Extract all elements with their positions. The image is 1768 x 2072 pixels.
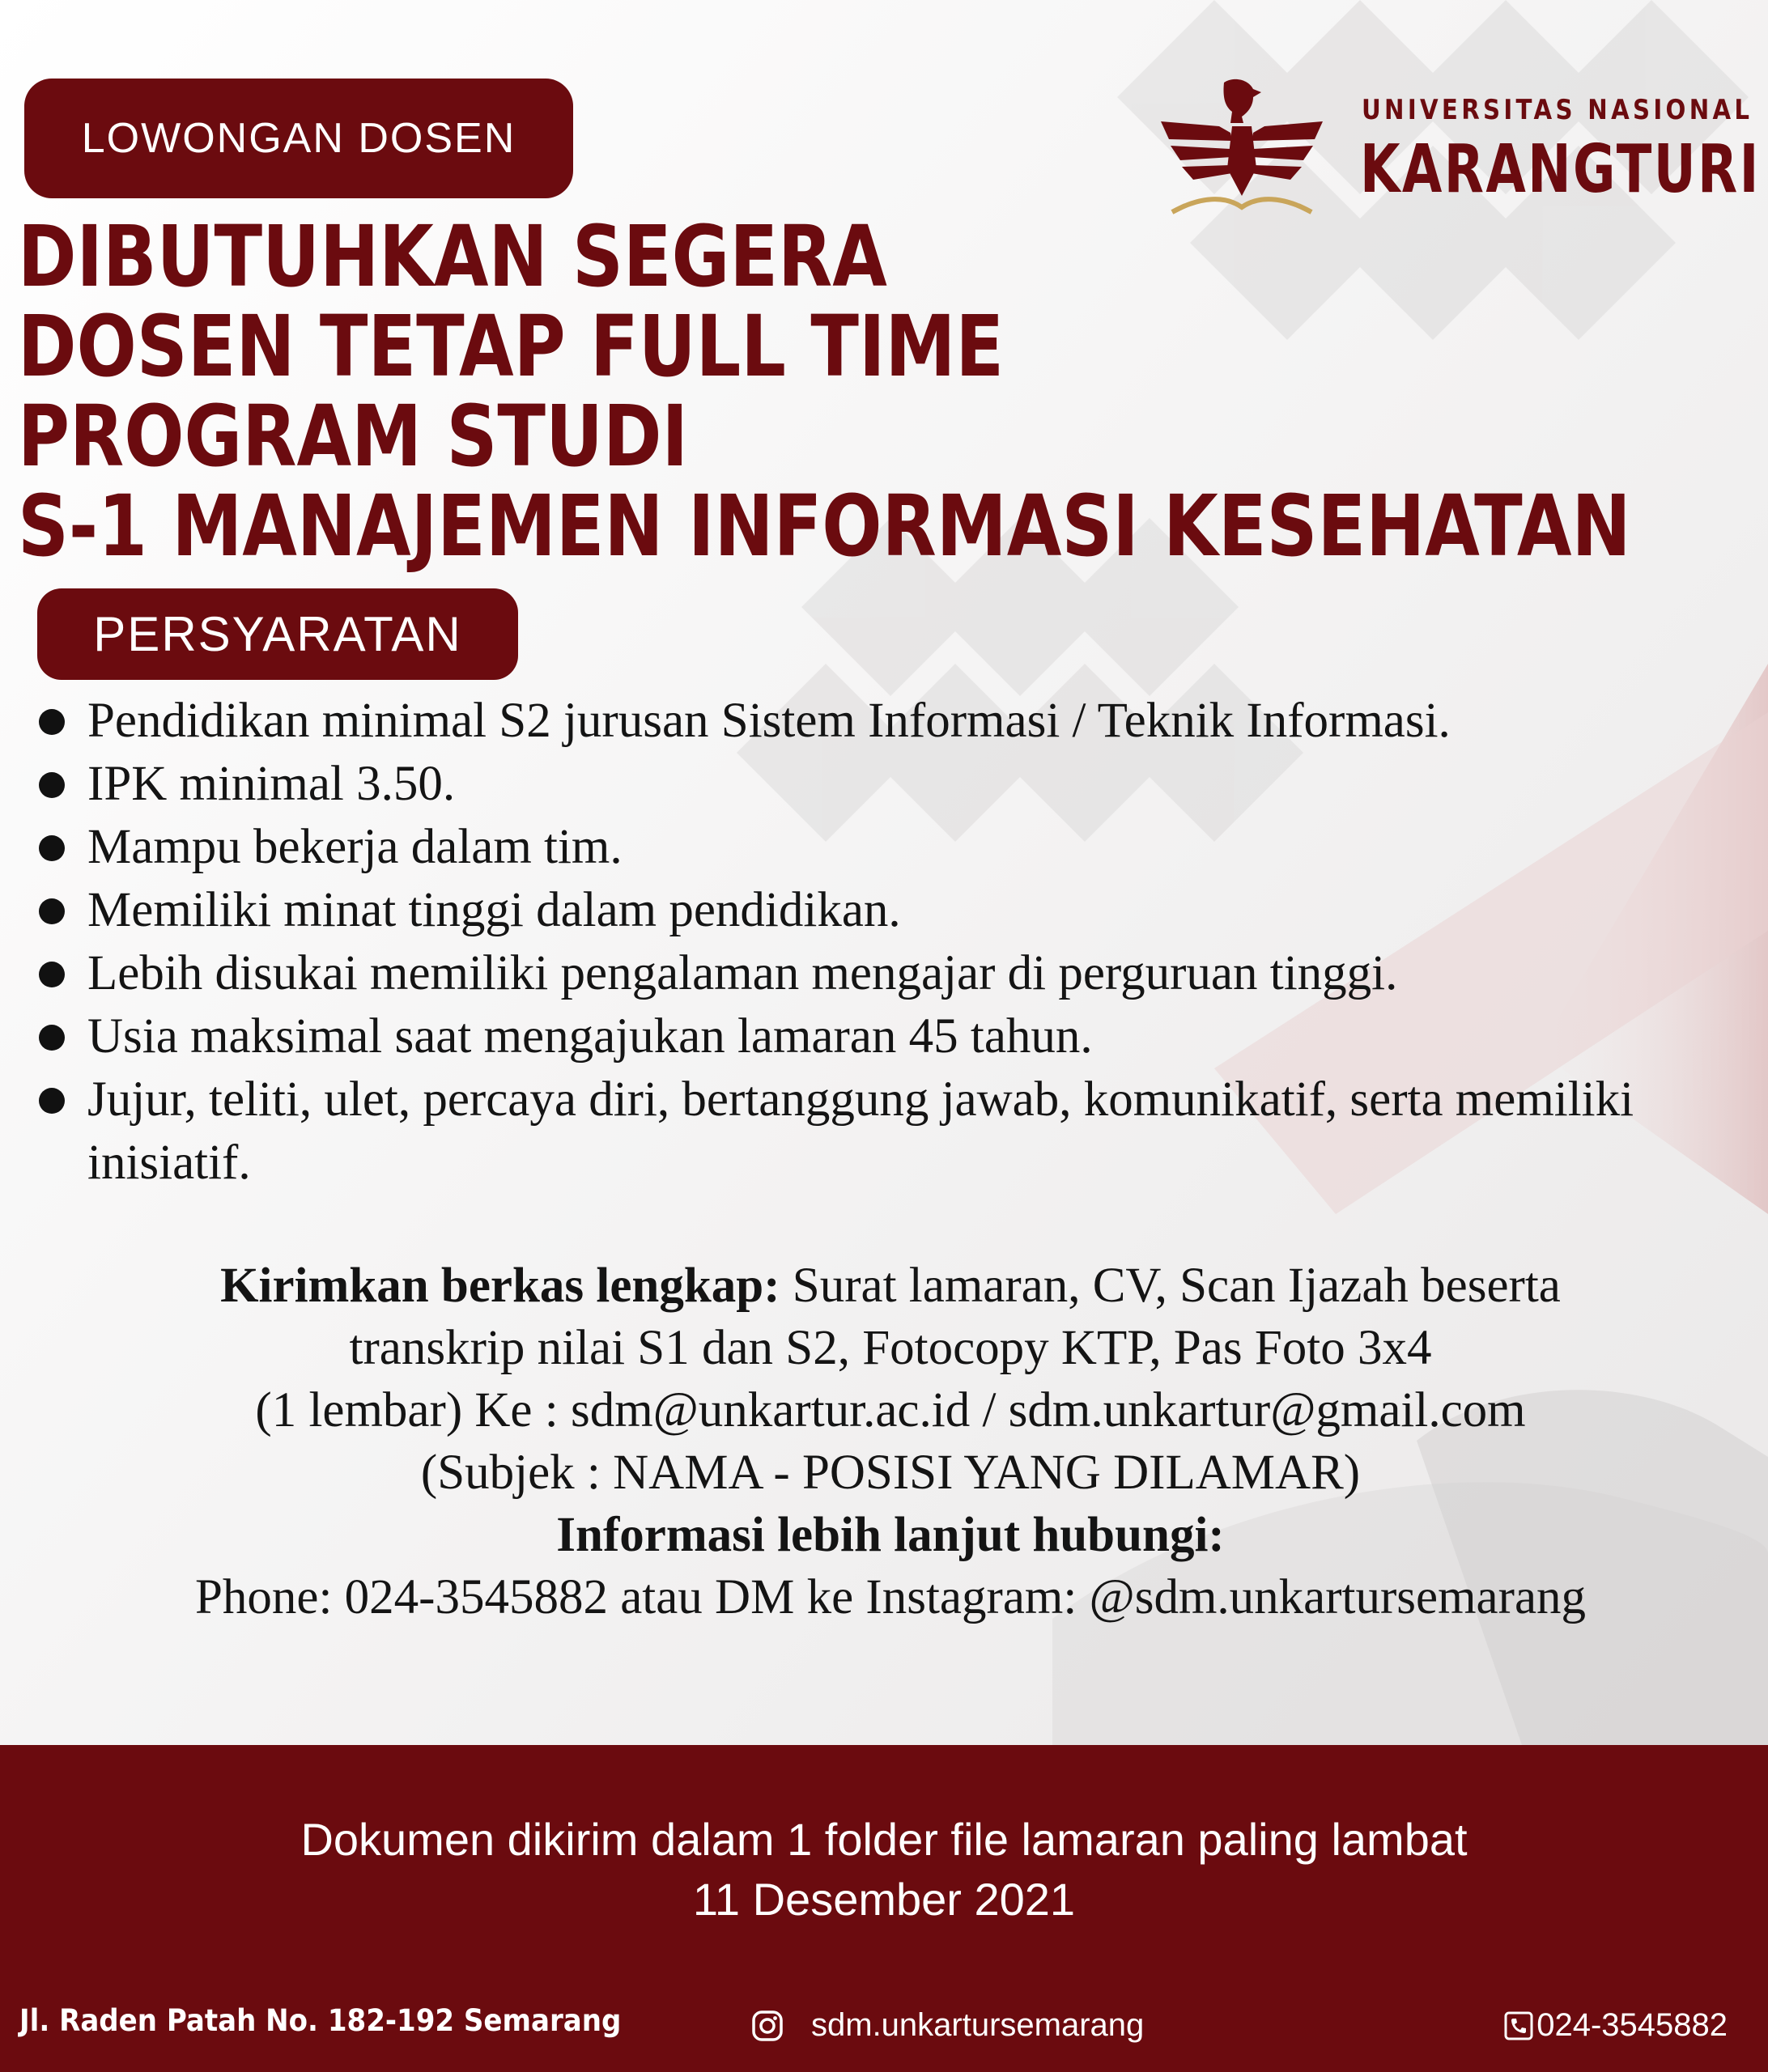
bullet-icon — [39, 772, 65, 798]
headline — [18, 207, 1631, 575]
logo-line1: UNIVERSITAS NASIONAL — [1362, 94, 1753, 126]
eagle-logo-icon — [1153, 74, 1331, 228]
list-item — [31, 1005, 1739, 1068]
list-item — [31, 690, 1739, 753]
requirement-text: Pendidikan minimal S2 jurusan Sistem Informasi / Teknik Informasi. — [87, 694, 1451, 748]
requirements-list — [31, 690, 1739, 1195]
requirement-text: Usia maksimal saat mengajukan lamaran 45 tahun. — [87, 1009, 1093, 1064]
instagram-icon — [751, 2010, 784, 2042]
requirement-text: Memiliki minat tinggi dalam pendidikan. — [87, 883, 901, 937]
headline-line-1: DIBUTUHKAN SEGERA — [18, 207, 887, 306]
bullet-icon — [39, 1025, 65, 1051]
footer-address: Jl. Raden Patah No. 182-192 Semarang — [19, 2003, 622, 2038]
headline-line-2: DOSEN TETAP FULL TIME — [18, 297, 1005, 396]
requirement-text: IPK minimal 3.50. — [87, 757, 456, 811]
deadline-notice — [0, 1810, 1768, 1930]
bullet-icon — [39, 962, 65, 987]
bullet-icon — [39, 1088, 65, 1114]
headline-line-4: S-1 MANAJEMEN INFORMASI KESEHATAN — [18, 477, 1631, 575]
deadline-line-1: Dokumen dikirim dalam 1 folder file lamaran paling lambat — [300, 1814, 1468, 1865]
requirements-badge: PERSYARATAN — [37, 588, 518, 680]
bullet-icon — [39, 898, 65, 924]
footer-instagram[interactable] — [751, 2007, 1144, 2044]
application-instructions — [49, 1255, 1732, 1628]
logo-line2: KARANGTURI — [1360, 131, 1761, 208]
send-text: Surat lamaran, CV, Scan Ijazah beserta — [780, 1259, 1561, 1313]
send-line-3[interactable]: (1 lembar) Ke : sdm@unkartur.ac.id / sdm.unkartur@gmail.com — [255, 1383, 1526, 1437]
bullet-icon — [39, 835, 65, 861]
send-line-2: transkrip nilai S1 dan S2, Fotocopy KTP, Pas Foto 3x4 — [349, 1321, 1432, 1375]
requirement-text: Jujur, teliti, ulet, percaya diri, bertanggung jawab, komunikatif, serta memiliki inisiatif. — [87, 1072, 1634, 1190]
bullet-icon — [39, 709, 65, 735]
list-item — [31, 1068, 1739, 1195]
requirement-text: Mampu bekerja dalam tim. — [87, 820, 623, 874]
footer-phone[interactable] — [1504, 2007, 1728, 2044]
instagram-handle: sdm.unkartursemarang — [811, 2007, 1145, 2043]
list-item — [31, 942, 1739, 1005]
info-label: Informasi lebih lanjut hubungi: — [556, 1508, 1225, 1562]
list-item — [31, 753, 1739, 816]
headline-line-3: PROGRAM STUDI — [18, 387, 688, 486]
job-category-badge: LOWONGAN DOSEN — [24, 79, 573, 198]
list-item — [31, 816, 1739, 879]
deadline-line-2: 11 Desember 2021 — [692, 1874, 1076, 1925]
phone-number: 024-3545882 — [1536, 2007, 1728, 2043]
send-line-4: (Subjek : NAMA - POSISI YANG DILAMAR) — [420, 1446, 1361, 1500]
university-logo — [1153, 74, 1761, 228]
requirement-text: Lebih disukai memiliki pengalaman mengajar di perguruan tinggi. — [87, 946, 1398, 1000]
list-item — [31, 879, 1739, 942]
send-label: Kirimkan berkas lengkap: — [220, 1259, 780, 1313]
phone-icon — [1504, 2011, 1533, 2040]
contact-line[interactable]: Phone: 024-3545882 atau DM ke Instagram: @sdm.unkartursemarang — [194, 1570, 1587, 1624]
